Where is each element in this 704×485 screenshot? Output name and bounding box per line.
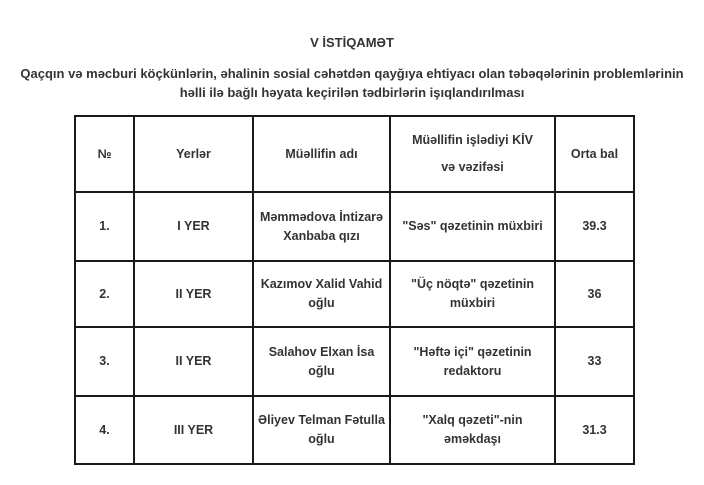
row-media-line-1: "Xalq qəzeti"-nin	[422, 413, 523, 427]
row-author-line-1: Kazımov Xalid Vahid	[260, 277, 383, 291]
row-number: 3.	[75, 327, 134, 396]
header-score: Orta bal	[555, 116, 634, 192]
row-score: 39.3	[555, 192, 634, 261]
row-author-line-2: oğlu	[308, 432, 335, 446]
row-score: 33	[555, 327, 634, 396]
row-media	[390, 192, 555, 261]
row-media	[390, 261, 555, 327]
header-media-line-1: Müəllifin işlədiyi KİV	[412, 133, 533, 147]
row-author	[253, 396, 390, 464]
results-table	[74, 115, 635, 465]
document-subtitle-line-2: həlli ilə bağlı həyata keçirilən tədbirlərin işıqlandırılması	[179, 85, 525, 100]
row-media-line-1: "Səs" qəzetinin müxbiri	[402, 219, 543, 233]
row-place: III YER	[134, 396, 253, 464]
row-author-line-1: Məmmədova İntizarə	[260, 209, 383, 224]
document-title: V İSTİQAMƏT	[310, 35, 394, 50]
row-author	[253, 327, 390, 396]
table-row	[75, 192, 634, 261]
row-media-line-1: "Üç nöqtə" qəzetinin	[411, 277, 534, 291]
header-place: Yerlər	[134, 116, 253, 192]
row-author-line-2: Xanbaba qızı	[283, 228, 360, 243]
row-media-line-1: "Həftə içi" qəzetinin	[413, 344, 532, 359]
row-media-line-2: əməkdaşı	[444, 432, 501, 446]
row-author-line-1: Salahov Elxan İsa	[268, 344, 375, 359]
row-number: 4.	[75, 396, 134, 464]
table-row	[75, 261, 634, 327]
document-subtitle-line-1: Qaçqın və məcburi köçkünlərin, əhalinin sosial cəhətdən qayğıya ehtiyacı olan təbəqələrinin problemlərinin	[20, 66, 684, 81]
table-header-row	[75, 116, 634, 192]
header-media	[390, 116, 555, 192]
row-score: 36	[555, 261, 634, 327]
row-place: II YER	[134, 261, 253, 327]
row-place: II YER	[134, 327, 253, 396]
row-media-line-2: müxbiri	[449, 296, 496, 310]
row-author-line-2: oğlu	[308, 363, 335, 378]
table-row	[75, 327, 634, 396]
row-author-line-1: Əliyev Telman Fətulla	[258, 413, 385, 427]
row-media	[390, 327, 555, 396]
header-number: №	[75, 116, 134, 192]
header-author: Müəllifin adı	[253, 116, 390, 192]
row-media-line-2: redaktoru	[443, 363, 502, 378]
row-author	[253, 261, 390, 327]
row-author-line-2: oğlu	[308, 296, 335, 310]
row-place: I YER	[134, 192, 253, 261]
row-score: 31.3	[555, 396, 634, 464]
row-author	[253, 192, 390, 261]
table-row	[75, 396, 634, 464]
row-media	[390, 396, 555, 464]
row-number: 2.	[75, 261, 134, 327]
row-number: 1.	[75, 192, 134, 261]
header-media-line-2: və vəzifəsi	[441, 160, 504, 174]
